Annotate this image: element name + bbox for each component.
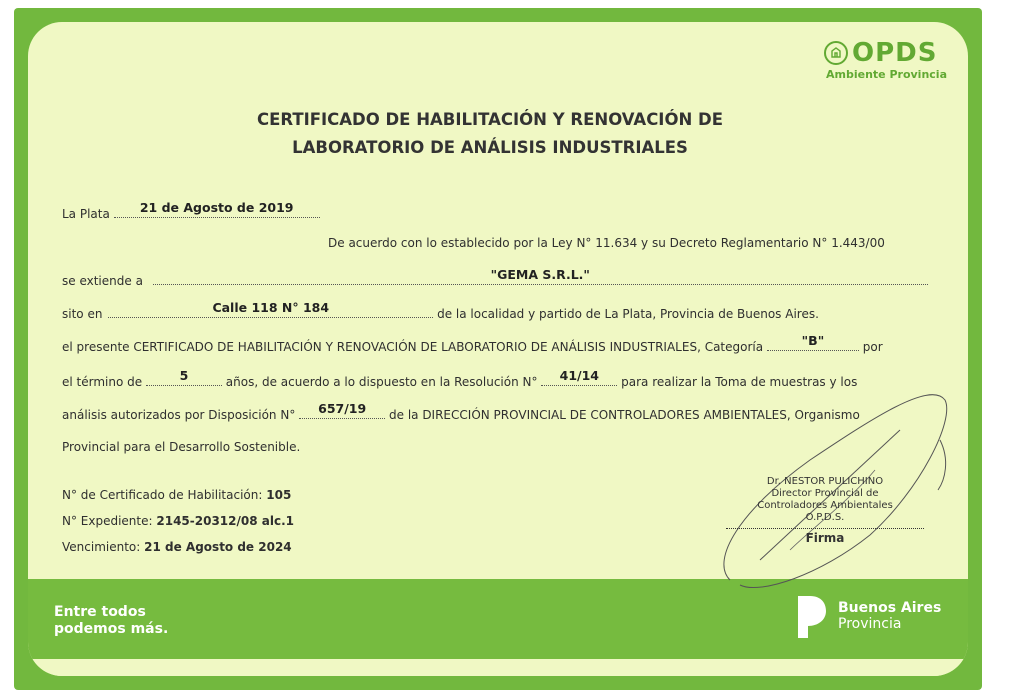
buenos-aires-logo: [794, 592, 941, 640]
category-line: el presente CERTIFICADO DE HABILITACIÓN Y RENOVACIÓN DE LABORATORIO DE ANÁLISIS INDUSTRIALES, Categoría "B" por: [62, 333, 883, 354]
title-line-1: CERTIFICADO DE HABILITACIÓN Y RENOVACIÓN DE: [256, 110, 723, 129]
disposition-number: 657/19: [318, 401, 367, 416]
signer-name: Dr. NESTOR PULICHINO: [766, 476, 884, 487]
signer-role-1: Director Provincial de: [771, 488, 879, 499]
resolution-number: 41/14: [559, 368, 599, 383]
signer-role-3: O.P.D.S.: [805, 512, 845, 523]
company-name: "GEMA S.R.L.": [490, 267, 590, 282]
company-line: se extiende a "GEMA S.R.L.": [62, 272, 928, 288]
footer-slogan: Entre todos podemos más.: [54, 604, 169, 637]
opds-emblem-icon: [824, 41, 848, 65]
expiry-date: 21 de Agosto de 2024: [144, 540, 292, 554]
signature-line: [726, 528, 924, 529]
address: Calle 118 N° 184: [212, 300, 330, 315]
law-line: De acuerdo con lo establecido por la Ley N° 11.634 y su Decreto Reglamentario N° 1.443/00: [328, 236, 885, 250]
file-number: 2145-20312/08 alc.1: [156, 514, 294, 528]
logo-name: OPDS: [852, 38, 938, 68]
analysis-line: análisis autorizados por Disposición N° 657/19 de la DIRECCIÓN PROVINCIAL DE CONTROLADORES AMBIENTALES, Organismo: [62, 401, 860, 422]
cert-number-line: N° de Certificado de Habilitación: 105: [62, 488, 292, 502]
address-line: sito en Calle 118 N° 184 de la localidad y partido de La Plata, Provincia de Buenos Aires.: [62, 300, 819, 321]
file-number-line: N° Expediente: 2145-20312/08 alc.1: [62, 514, 294, 528]
opds-logo: [824, 40, 954, 81]
term-line: el término de 5 años, de acuerdo a lo dispuesto en la Resolución N° 41/14 para realizar la Toma de muestras y los: [62, 368, 858, 389]
signature-label: Firma: [805, 531, 845, 545]
logo-subtitle: Ambiente Provincia: [826, 68, 947, 81]
term-years: 5: [179, 368, 189, 383]
org-line: Provincial para el Desarrollo Sostenible.: [62, 440, 301, 454]
date-line: La Plata 21 de Agosto de 2019: [62, 205, 320, 221]
signer-role-2: Controladores Ambientales: [757, 500, 893, 511]
certificate-title: [200, 106, 780, 162]
title-line-2: LABORATORIO DE ANÁLISIS INDUSTRIALES: [292, 138, 688, 157]
brand-line-2: Provincia: [838, 616, 902, 632]
expiry-line: Vencimiento: 21 de Agosto de 2024: [62, 540, 292, 554]
category: "B": [801, 333, 825, 348]
cert-number: 105: [266, 488, 292, 502]
issue-date: 21 de Agosto de 2019: [139, 200, 294, 215]
brand-line-1: Buenos Aires: [838, 600, 942, 616]
buenos-aires-p-icon: [794, 592, 828, 640]
signature-block: [720, 476, 930, 544]
